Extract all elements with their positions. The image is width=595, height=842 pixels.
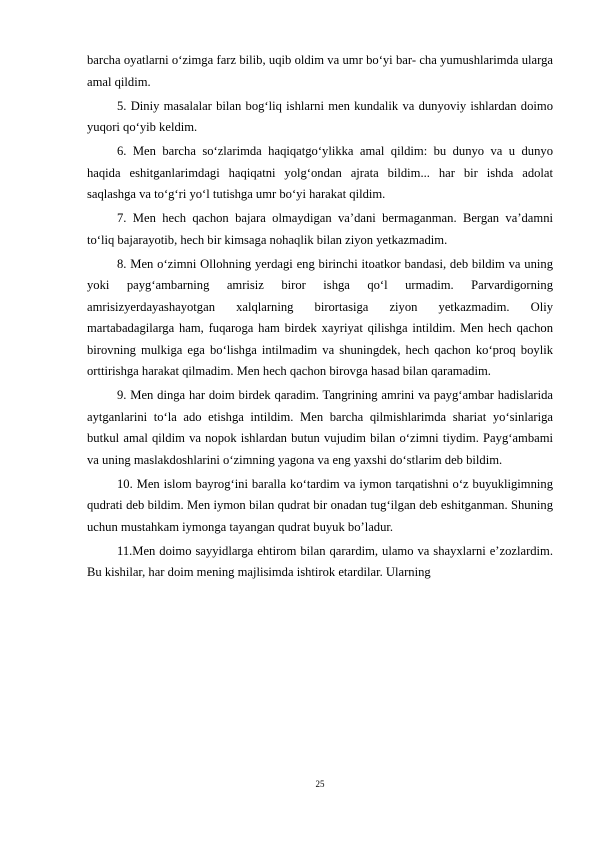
- paragraph-11: 11.Men doimo sayyidlarga ehtirom bilan qarardim, ulamo va shayxlarni e’zozlardim. Bu kishilar, har doim mening majlisimda ishtirok etardilar. Ularning: [87, 543, 553, 579]
- paragraph-6: 6. Men barcha so‘zlarimda haqiqatgo‘ylikka amal qildim: bu dunyo va u dunyo haqida eshitganlarimdagi haqiqatni yolg‘ondan ajrata bildim... har bir ishda adolat saqlashga va to‘g‘ri yo‘l tutishga umr bo‘yi harakat qildim.: [87, 144, 553, 201]
- page-number: 25: [315, 779, 325, 789]
- paragraph-5: 5. Diniy masalalar bilan bog‘liq ishlarni men kundalik va dunyoviy ishlardan doimo yuqori qo‘yib keldim.: [87, 98, 553, 134]
- paragraph-8: 8. Men o‘zimni Ollohning yerdagi eng birinchi itoatkor bandasi, deb bildim va uning yoki payg‘ambarning amrisiz biror ishga qo‘l urmadim. Parvardigorning amrisizyerdayashayotgan xalqlarning birortasiga ziyon yetkazmadim. Oliy martabadagilarga ham, fuqaroga ham birdek xayriyat qilishga intildim. Men hech qachon birovning mulkiga ega bo‘lishga intilmadim va shuningdek, hech qachon ko‘proq boylik orttirishga harakat qilmadim. Men hech qachon birovga hasad bilan qaramadim.: [87, 256, 553, 378]
- paragraph-7: 7. Men hech qachon bajara olmaydigan va’dani bermaganman. Bergan va’damni to‘liq bajarayotib, hech bir kimsaga nohaqlik bilan ziyon yetkazmadim.: [87, 211, 553, 247]
- paragraph-10: 10. Men islom bayrog‘ini baralla ko‘tardim va iymon tarqatishni o‘z buyukligimning qudrati deb bildim. Men iymon bilan qudrat bir onadan tug‘ilgan deb eshitganman. Shuning uchun mustahkam iymonga tayangan qudrat buyuk bo’ladur.: [87, 476, 553, 534]
- paragraph-9: 9. Men dinga har doim birdek qaradim. Tangrining amrini va payg‘ambar hadislarida aytganlarini to‘la ado etishga intildim. Men barcha qilmishlarimda shariat yo‘sinlariga butkul amal qildim va nopok ishlardan butun vujudim bilan o‘zimni tiydim. Payg‘ambami va uning maslakdoshlarini o‘zimning yagona va eng yaxshi do‘stlarim deb bildim.: [87, 388, 553, 467]
- document-body: [87, 50, 553, 586]
- paragraph-continuation: barcha oyatlarni o‘zimga farz bilib, uqib oldim va umr bo‘yi bar- cha yumushlarimda ularga amal qildim.: [87, 53, 553, 89]
